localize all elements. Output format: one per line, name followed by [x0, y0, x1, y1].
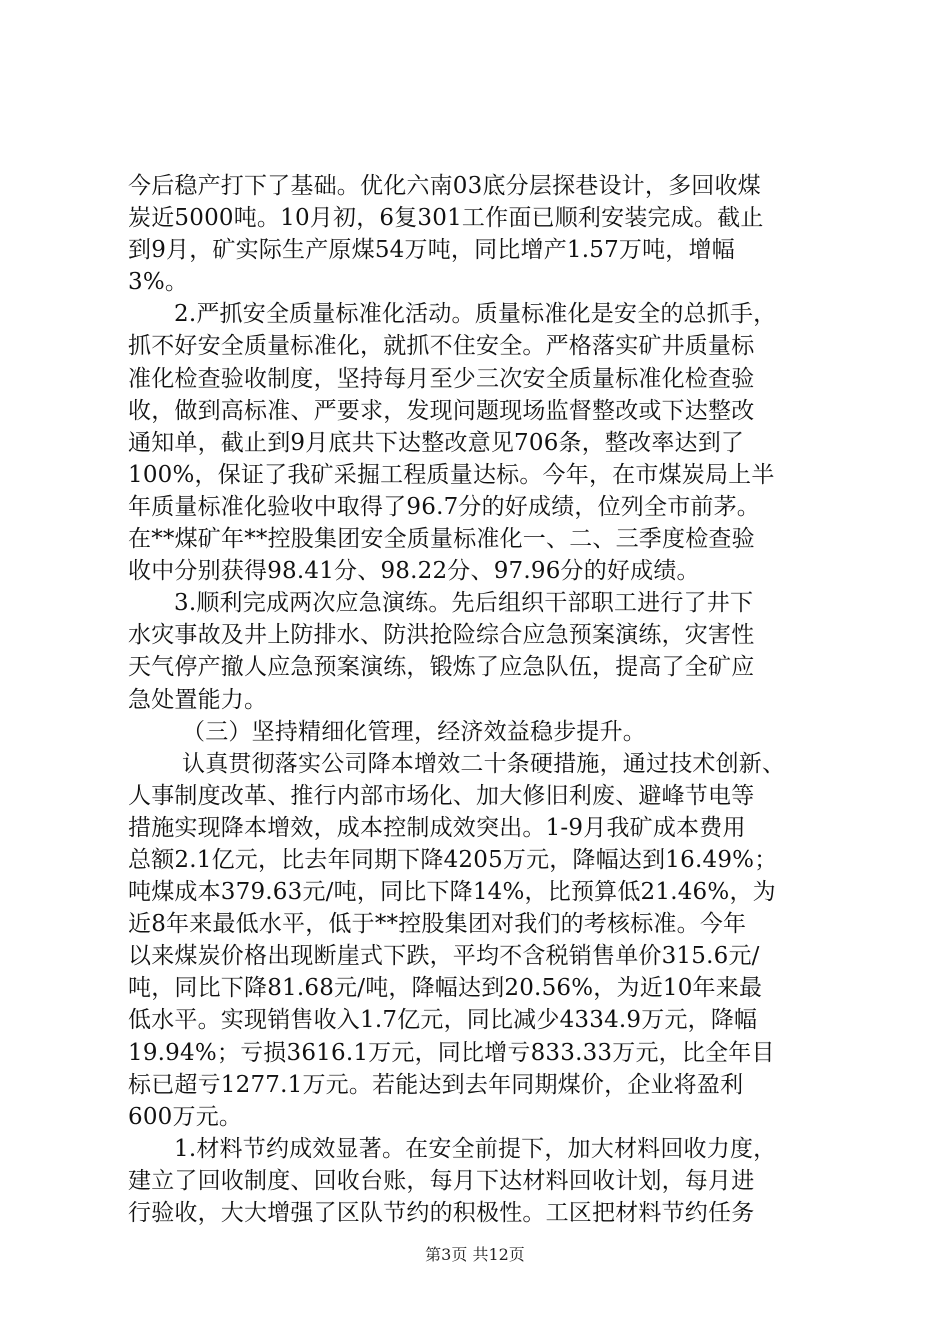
- page-number-label: 第3页 共12页: [425, 1245, 525, 1264]
- paragraph-first-line: 2.严抓安全质量标准化活动。质量标准化是安全的总抓手，: [174, 301, 777, 328]
- page-footer: [0, 1242, 950, 1265]
- text-line: 到9月，矿实际生产原煤54万吨，同比增产1.57万吨，增幅: [128, 237, 735, 264]
- text-line: 吨煤成本379.63元/吨，同比下降14%，比预算低21.46%，为: [128, 879, 776, 906]
- text-line: 在**煤矿年**控股集团安全质量标准化一、二、三季度检查验: [128, 526, 755, 553]
- text-line: 准化检查验收制度，坚持每月至少三次安全质量标准化检查验: [128, 365, 755, 392]
- text-line: 总额2.1亿元，比去年同期下降4205万元，降幅达到16.49%；: [128, 846, 778, 873]
- text-line: 措施实现降本增效，成本控制成效突出。1-9月我矿成本费用: [128, 814, 746, 841]
- text-line: 收中分别获得98.41分、98.22分、97.96分的好成绩。: [128, 558, 700, 585]
- text-line: 水灾事故及井上防排水、防洪抢险综合应急预案演练，灾害性: [128, 622, 755, 649]
- text-line: 收，做到高标准、严要求，发现问题现场监督整改或下达整改: [128, 397, 755, 424]
- paragraph-first-line: 认真贯彻落实公司降本增效二十条硬措施，通过技术创新、: [182, 750, 786, 777]
- text-line: 600万元。: [128, 1103, 243, 1130]
- text-line: 19.94%；亏损3616.1万元，同比增亏833.33万元，比全年目: [128, 1039, 775, 1066]
- text-line: 天气停产撤人应急预案演练，锻炼了应急队伍，提高了全矿应: [128, 654, 755, 681]
- text-line: 建立了回收制度、回收台账，每月下达材料回收计划，每月进: [128, 1167, 755, 1194]
- paragraph-first-line: 3.顺利完成两次应急演练。先后组织干部职工进行了井下: [174, 590, 754, 617]
- text-line: 以来煤炭价格出现断崖式下跌，平均不含税销售单价315.6元/: [128, 943, 760, 970]
- text-line: 低水平。实现销售收入1.7亿元，同比减少4334.9万元，降幅: [128, 1007, 758, 1034]
- text-line: 行验收，大大增强了区队节约的积极性。工区把材料节约任务: [128, 1200, 755, 1226]
- text-line: 炭近5000吨。10月初，6复301工作面已顺利安装完成。截止: [128, 205, 764, 232]
- section-heading: （三）坚持精细化管理，经济效益稳步提升。: [182, 718, 646, 745]
- text-line: 急处置能力。: [128, 686, 268, 713]
- text-line: 标已超亏1277.1万元。若能达到去年同期煤价，企业将盈利: [128, 1071, 744, 1098]
- text-line: 吨，同比下降81.68元/吨，降幅达到20.56%，为近10年来最: [128, 975, 763, 1002]
- text-line: 100%，保证了我矿采掘工程质量达标。今年，在市煤炭局上半: [128, 461, 775, 488]
- body-text: [128, 170, 828, 1229]
- text-line: 抓不好安全质量标准化，就抓不住安全。严格落实矿井质量标: [128, 333, 755, 360]
- text-line: 通知单，截止到9月底共下达整改意见706条，整改率达到了: [128, 429, 745, 456]
- text-line: 人事制度改革、推行内部市场化、加大修旧利废、避峰节电等: [128, 782, 755, 809]
- text-line: 今后稳产打下了基础。优化六南03底分层探巷设计，多回收煤: [128, 173, 761, 199]
- paragraph-first-line: 1.材料节约成效显著。在安全前提下，加大材料回收力度，: [174, 1135, 777, 1162]
- text-line: 3%。: [128, 269, 189, 296]
- text-line: 年质量标准化验收中取得了96.7分的好成绩，位列全市前茅。: [128, 493, 761, 520]
- text-line: 近8年来最低水平，低于**控股集团对我们的考核标准。今年: [128, 911, 747, 938]
